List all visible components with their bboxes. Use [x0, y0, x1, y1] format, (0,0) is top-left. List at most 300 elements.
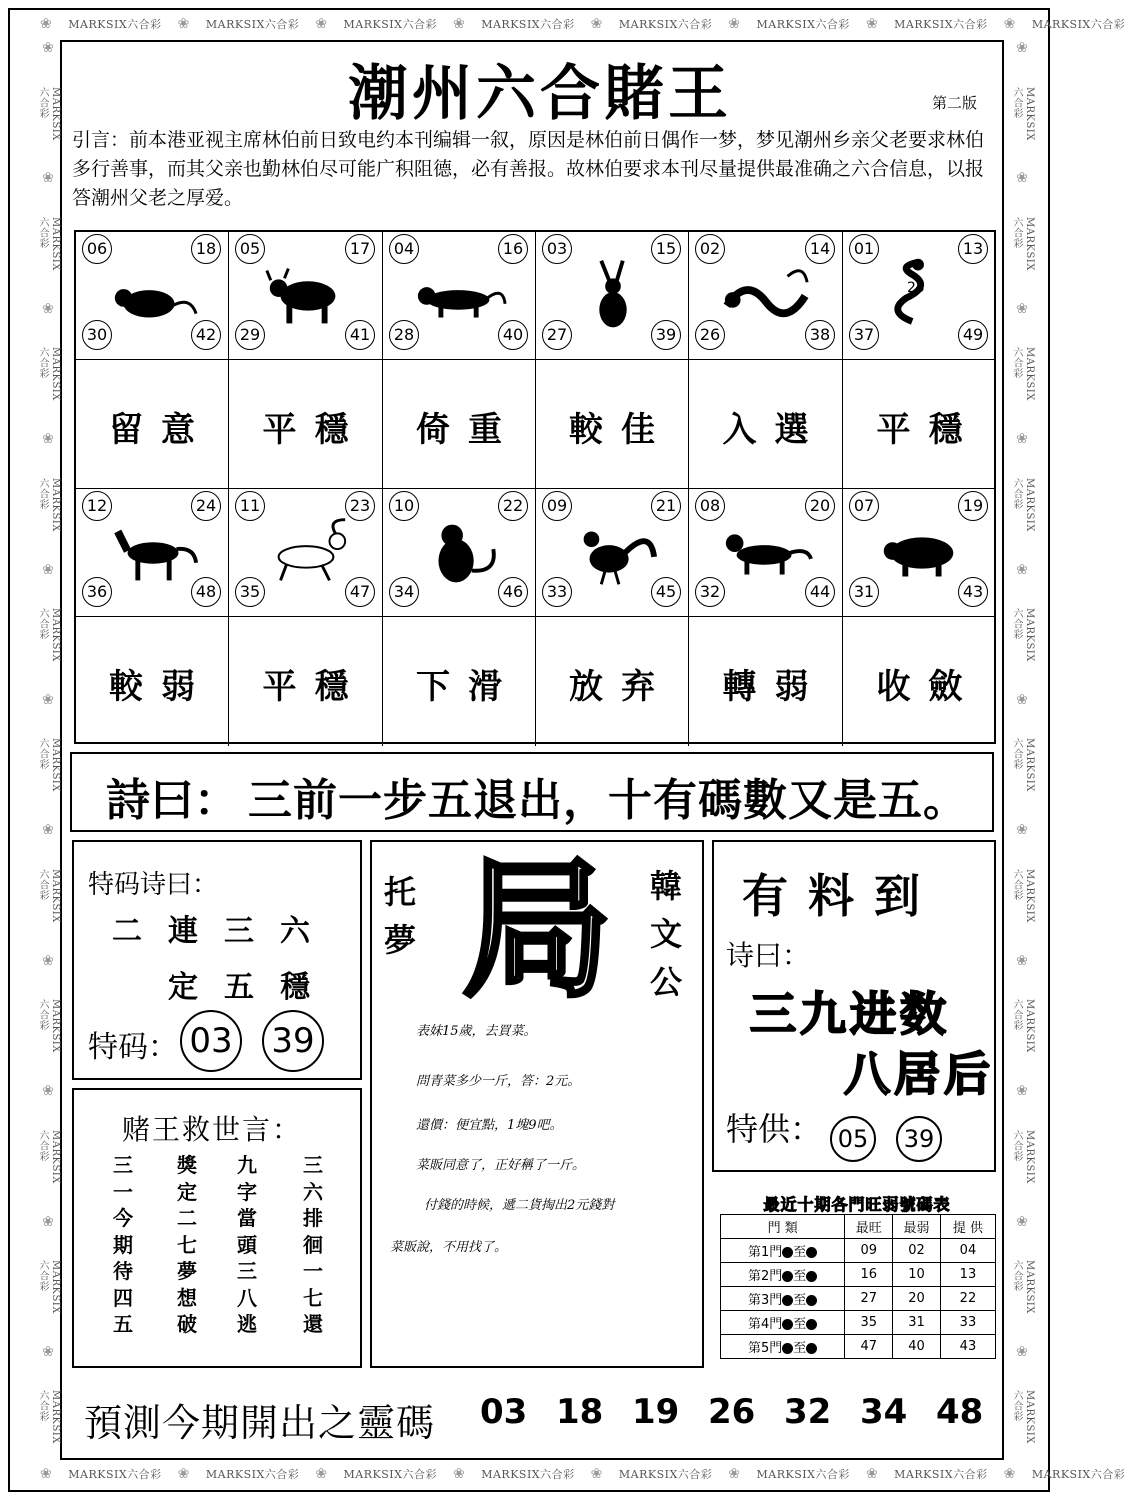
- door-supply: 04: [940, 1239, 995, 1263]
- door-cell: [721, 1239, 845, 1263]
- story-line: 問青菜多少一斤，答：2元。: [416, 1074, 581, 1089]
- saviour-character: 今: [113, 1206, 133, 1230]
- flower-icon: ❀: [1003, 1466, 1016, 1482]
- poem-label: 詩曰：: [106, 775, 238, 826]
- fortune-cell: [76, 617, 229, 746]
- flower-icon: ❀: [590, 1466, 603, 1482]
- zodiac-number: 30: [82, 320, 112, 350]
- watermark-text: MARKSIX六合彩: [894, 1468, 988, 1481]
- special-number: 39: [262, 1010, 324, 1072]
- zodiac-number: 35: [235, 577, 265, 607]
- watermark-text: MARKSIX六合彩: [1031, 18, 1126, 31]
- door-label: 第4門: [748, 1317, 783, 1332]
- flower-icon: ❀: [40, 1083, 56, 1100]
- dream-big-character: 局: [462, 842, 613, 1018]
- saviour-character: 待: [113, 1259, 133, 1283]
- flower-icon: ❀: [40, 170, 56, 187]
- watermark-top: [40, 16, 1141, 32]
- watermark-text: MARKSIX六合彩: [37, 738, 61, 793]
- watermark-text: MARKSIX六合彩: [618, 18, 713, 31]
- zodiac-number: 29: [235, 320, 265, 350]
- fortune-cell: [229, 617, 383, 746]
- fortune-word: 放弃: [569, 667, 673, 707]
- flower-icon: ❀: [315, 1466, 328, 1482]
- flower-icon: ❀: [865, 1466, 879, 1482]
- monkey-icon: [413, 513, 507, 591]
- saviour-character: 五: [113, 1312, 133, 1336]
- zodiac-number: 05: [235, 234, 265, 264]
- watermark-text: MARKSIX六合彩: [37, 347, 61, 402]
- saviour-character: 當: [237, 1206, 257, 1230]
- flower-icon: ❀: [1014, 1083, 1030, 1100]
- header-cell: 門 類: [721, 1215, 845, 1239]
- flower-icon: ❀: [1014, 561, 1030, 579]
- story-line: 菜販說，不用找了。: [390, 1240, 508, 1255]
- fortune-cell: [536, 360, 689, 489]
- saviour-column: [298, 1152, 328, 1338]
- saviour-character: 三: [237, 1259, 257, 1283]
- saviour-title: 赌王救世言：: [122, 1113, 303, 1146]
- zodiac-cell-dragon: [689, 232, 843, 360]
- flower-icon: ❀: [452, 1466, 466, 1482]
- saviour-column: [172, 1152, 202, 1338]
- saviour-character: 字: [237, 1179, 257, 1204]
- ball-icon: [782, 1343, 793, 1354]
- ball-icon: [782, 1247, 793, 1258]
- ball-icon: [806, 1271, 817, 1282]
- prediction-number: 03: [480, 1392, 528, 1432]
- flower-icon: ❀: [590, 16, 603, 32]
- watermark-text: MARKSIX六合彩: [1011, 608, 1035, 662]
- zodiac-number: 42: [191, 320, 221, 350]
- material-number: 05: [830, 1116, 876, 1162]
- saviour-character: 逃: [237, 1312, 257, 1336]
- door-supply: 13: [940, 1263, 995, 1287]
- door-label: 第5門: [748, 1341, 783, 1356]
- zodiac-number: 23: [345, 491, 375, 521]
- watermark-text: MARKSIX六合彩: [481, 1468, 575, 1481]
- flower-icon: ❀: [1014, 1213, 1030, 1231]
- door-min: 31: [893, 1311, 941, 1335]
- prediction-number: 32: [784, 1392, 832, 1432]
- door-min: 10: [893, 1263, 941, 1287]
- zodiac-extra-number: 25: [907, 280, 925, 296]
- dog-icon: [719, 513, 813, 591]
- special-code-box: [72, 840, 362, 1080]
- zodiac-cell-ox: [229, 232, 383, 360]
- zodiac-number: 34: [389, 577, 419, 607]
- zodiac-cell-snake: [843, 232, 996, 360]
- ball-icon: [806, 1295, 817, 1306]
- flower-icon: ❀: [1014, 40, 1030, 57]
- zodiac-number: 08: [695, 491, 725, 521]
- material-line-2: 八居后: [844, 1047, 994, 1101]
- table-row: [721, 1311, 996, 1335]
- intro-text: 引言：前本港亚视主席林伯前日致电约本刊编辑一叙，原因是林伯前日偶作一梦，梦见潮州乡亲父老要求林伯多行善事，而其父亲也勤林伯尽可能广积阻德，必有善报。故林伯要求本刊尽量提供最准确之六合信息，以报答潮州父老之厚爱。: [72, 129, 985, 209]
- zodiac-number: 22: [498, 491, 528, 521]
- door-cell: [721, 1311, 845, 1335]
- fortune-word: 平穩: [876, 410, 981, 450]
- watermark-text: MARKSIX六合彩: [37, 608, 61, 662]
- door-min: 40: [893, 1335, 941, 1359]
- zodiac-number: 09: [542, 491, 572, 521]
- fortune-cell: [689, 617, 843, 746]
- prediction-numbers: [480, 1392, 1012, 1432]
- watermark-text: MARKSIX六合彩: [1011, 347, 1035, 402]
- watermark-text: MARKSIX六合彩: [37, 999, 61, 1054]
- story-line: 表妹15歲，去買菜。: [416, 1024, 537, 1039]
- fortune-word: 平穩: [262, 410, 367, 450]
- zodiac-number: 07: [849, 491, 879, 521]
- table-row: [721, 1335, 996, 1359]
- flower-icon: ❀: [40, 1213, 56, 1231]
- prediction-number: 34: [860, 1392, 908, 1432]
- zodiac-number: 02: [695, 234, 725, 264]
- zodiac-number: 48: [191, 577, 221, 607]
- material-box: [712, 840, 996, 1172]
- saviour-character: 七: [177, 1232, 197, 1257]
- fortune-cell: [229, 360, 383, 489]
- zodiac-number: 11: [235, 491, 265, 521]
- fortune-cell: [843, 360, 996, 489]
- prediction-number: 19: [632, 1392, 680, 1432]
- door-range: 至: [793, 1317, 807, 1332]
- watermark-left: [37, 40, 61, 1460]
- fortune-cell: [689, 360, 843, 489]
- rabbit-icon: [566, 256, 660, 334]
- door-range: 至: [793, 1245, 807, 1260]
- flower-icon: ❀: [1014, 431, 1030, 448]
- fortune-word: 倚重: [416, 410, 520, 450]
- door-max: 16: [845, 1263, 893, 1287]
- watermark-text: MARKSIX六合彩: [1011, 868, 1035, 923]
- door-label: 第3門: [748, 1293, 783, 1308]
- watermark-text: MARKSIX六合彩: [618, 1468, 713, 1481]
- watermark-right: [1011, 40, 1035, 1460]
- watermark-text: MARKSIX六合彩: [37, 1260, 61, 1314]
- zodiac-cell-dog: [689, 489, 843, 617]
- zodiac-number: 38: [805, 320, 835, 350]
- fortune-cell: [843, 617, 996, 746]
- zodiac-number: 13: [958, 234, 988, 264]
- watermark-text: MARKSIX六合彩: [37, 86, 61, 141]
- watermark-text: MARKSIX六合彩: [37, 477, 61, 532]
- fortune-word: 較佳: [569, 410, 673, 450]
- saviour-character: 一: [113, 1179, 133, 1204]
- watermark-text: MARKSIX六合彩: [1011, 1260, 1035, 1314]
- zodiac-number: 40: [498, 320, 528, 350]
- zodiac-number: 28: [389, 320, 419, 350]
- header-cell: 提 供: [940, 1215, 995, 1239]
- zodiac-cell-pig: [843, 489, 996, 617]
- zodiac-number: 27: [542, 320, 572, 350]
- dream-right-label: 韓 文 公: [649, 867, 682, 1001]
- fortune-word: 留意: [109, 410, 213, 450]
- door-supply: 43: [940, 1335, 995, 1359]
- poem-banner: [70, 752, 994, 832]
- watermark-text: MARKSIX六合彩: [37, 1129, 61, 1184]
- door-table-title: 最近十期各門旺弱號碼表: [763, 1195, 951, 1214]
- zodiac-number: 26: [695, 320, 725, 350]
- story-line: 還價：便宜點，1塊9吧。: [416, 1118, 563, 1133]
- watermark-text: MARKSIX六合彩: [1011, 738, 1035, 793]
- flower-icon: ❀: [315, 16, 328, 32]
- saviour-character: 一: [303, 1259, 323, 1283]
- zodiac-number: 20: [805, 491, 835, 521]
- door-supply: 22: [940, 1287, 995, 1311]
- fortune-cell: [76, 360, 229, 489]
- zodiac-cell-goat: [229, 489, 383, 617]
- edition-label: 第二版: [932, 94, 978, 112]
- door-range: 至: [793, 1269, 807, 1284]
- zodiac-number: 33: [542, 577, 572, 607]
- door-label: 第1門: [748, 1245, 783, 1260]
- prediction-number: 18: [556, 1392, 604, 1432]
- saviour-character: 定: [177, 1179, 197, 1204]
- door-range: 至: [793, 1341, 807, 1356]
- flower-icon: ❀: [40, 691, 56, 709]
- saviour-character: 排: [303, 1206, 323, 1230]
- flower-icon: ❀: [1014, 1343, 1030, 1361]
- watermark-text: MARKSIX六合彩: [756, 1468, 850, 1481]
- goat-icon: [259, 513, 353, 591]
- zodiac-number: 32: [695, 577, 725, 607]
- door-range: 至: [793, 1293, 807, 1308]
- watermark-text: MARKSIX六合彩: [1011, 216, 1035, 271]
- zodiac-number: 14: [805, 234, 835, 264]
- special-number: 03: [180, 1010, 242, 1072]
- ball-icon: [782, 1319, 793, 1330]
- prediction-label: 預測今期開出之靈碼: [84, 1401, 436, 1445]
- flower-icon: ❀: [40, 1466, 53, 1482]
- zodiac-number: 12: [82, 491, 112, 521]
- watermark-text: MARKSIX六合彩: [37, 1390, 61, 1445]
- rat-icon: [106, 256, 200, 334]
- special-code-label: 特码：: [88, 1030, 178, 1065]
- table-row: [721, 1263, 996, 1287]
- ball-icon: [806, 1247, 817, 1258]
- dream-box: [370, 840, 704, 1368]
- header-cell: 最弱: [893, 1215, 941, 1239]
- saviour-column: [108, 1152, 138, 1338]
- watermark-text: MARKSIX六合彩: [1011, 999, 1035, 1054]
- fortune-word: 收斂: [876, 667, 981, 707]
- material-number: 39: [896, 1116, 942, 1162]
- door-max: 35: [845, 1311, 893, 1335]
- saviour-character: 六: [303, 1179, 323, 1204]
- flower-icon: ❀: [40, 300, 56, 318]
- header-cell: 最旺: [845, 1215, 893, 1239]
- flower-icon: ❀: [1014, 170, 1030, 187]
- zodiac-number: 21: [651, 491, 681, 521]
- ox-icon: [259, 256, 353, 334]
- flower-icon: ❀: [40, 1343, 56, 1361]
- material-line-1: 三九进数: [750, 987, 950, 1041]
- zodiac-grid: [74, 230, 996, 744]
- zodiac-number: 01: [849, 234, 879, 264]
- ball-icon: [782, 1295, 793, 1306]
- saviour-character: 想: [177, 1285, 197, 1310]
- material-supply-label: 特供：: [726, 1110, 823, 1148]
- poem-text: 三前一步五退出，十有碼數又是五。: [248, 775, 968, 826]
- watermark-text: MARKSIX六合彩: [1011, 477, 1035, 532]
- door-max: 27: [845, 1287, 893, 1311]
- watermark-text: MARKSIX六合彩: [1011, 86, 1035, 141]
- zodiac-number: 45: [651, 577, 681, 607]
- zodiac-cell-rabbit: [536, 232, 689, 360]
- zodiac-number: 39: [651, 320, 681, 350]
- flower-icon: ❀: [1014, 691, 1030, 709]
- door-supply: 33: [940, 1311, 995, 1335]
- watermark-text: MARKSIX六合彩: [1011, 1390, 1035, 1445]
- zodiac-cell-monkey: [383, 489, 536, 617]
- prediction-number: 48: [936, 1392, 984, 1432]
- saviour-character: 二: [177, 1206, 197, 1230]
- zodiac-number: 10: [389, 491, 419, 521]
- watermark-text: MARKSIX六合彩: [68, 1468, 162, 1481]
- zodiac-cell-horse: [76, 489, 229, 617]
- saviour-box: [72, 1088, 362, 1368]
- page-title: 潮州六合賭王: [348, 59, 732, 129]
- flower-icon: ❀: [452, 16, 466, 32]
- story-line: 付錢的時候，遞二貨掏出2元錢對: [424, 1198, 615, 1213]
- zodiac-number: 44: [805, 577, 835, 607]
- zodiac-number: 03: [542, 234, 572, 264]
- watermark-text: MARKSIX六合彩: [756, 18, 850, 31]
- special-code-title: 特码诗曰：: [88, 870, 219, 900]
- flower-icon: ❀: [40, 16, 53, 32]
- flower-icon: ❀: [1014, 822, 1030, 839]
- table-row: [721, 1287, 996, 1311]
- saviour-character: 獎: [177, 1153, 197, 1177]
- zodiac-number: 19: [958, 491, 988, 521]
- door-cell: [721, 1335, 845, 1359]
- flower-icon: ❀: [1014, 300, 1030, 318]
- flower-icon: ❀: [1003, 16, 1016, 32]
- watermark-text: MARKSIX六合彩: [1011, 1129, 1035, 1184]
- rooster-icon: [566, 513, 660, 591]
- zodiac-number: 17: [345, 234, 375, 264]
- tiger-icon: [413, 256, 507, 334]
- horse-icon: [106, 513, 200, 591]
- watermark-text: MARKSIX六合彩: [481, 18, 575, 31]
- fortune-cell: [536, 617, 689, 746]
- table-row: [721, 1239, 996, 1263]
- special-line-1: 二連三六: [112, 914, 336, 949]
- zodiac-cell-rat: [76, 232, 229, 360]
- saviour-character: 破: [177, 1312, 197, 1336]
- flower-icon: ❀: [177, 1466, 190, 1482]
- flower-icon: ❀: [40, 822, 56, 839]
- door-min: 20: [893, 1287, 941, 1311]
- saviour-character: 期: [113, 1232, 133, 1257]
- saviour-character: 夢: [177, 1259, 197, 1283]
- zodiac-number: 15: [651, 234, 681, 264]
- ball-icon: [806, 1319, 817, 1330]
- saviour-character: 七: [303, 1285, 323, 1310]
- fortune-word: 下滑: [416, 667, 520, 707]
- flower-icon: ❀: [1014, 952, 1030, 970]
- zodiac-number: 43: [958, 577, 988, 607]
- zodiac-number: 31: [849, 577, 879, 607]
- zodiac-number: 24: [191, 491, 221, 521]
- fortune-word: 較弱: [109, 667, 213, 707]
- saviour-column: [232, 1152, 262, 1338]
- door-max: 47: [845, 1335, 893, 1359]
- flower-icon: ❀: [40, 40, 56, 57]
- saviour-character: 三: [303, 1153, 323, 1177]
- material-poem-label: 诗曰：: [726, 939, 811, 972]
- material-title: 有料到: [742, 869, 940, 923]
- zodiac-number: 49: [958, 320, 988, 350]
- saviour-character: 徊: [303, 1232, 323, 1257]
- watermark-text: MARKSIX六合彩: [37, 868, 61, 923]
- flower-icon: ❀: [40, 952, 56, 970]
- zodiac-number: 37: [849, 320, 879, 350]
- fortune-word: 平穩: [262, 667, 367, 707]
- fortune-word: 轉弱: [722, 667, 827, 707]
- zodiac-number: 18: [191, 234, 221, 264]
- dream-left-label: 托 夢: [383, 873, 416, 959]
- fortune-cell: [383, 360, 536, 489]
- ball-icon: [782, 1271, 793, 1282]
- prediction-number: 26: [708, 1392, 756, 1432]
- pig-icon: [873, 513, 967, 591]
- watermark-text: MARKSIX六合彩: [343, 18, 437, 31]
- ball-icon: [806, 1343, 817, 1354]
- saviour-character: 四: [113, 1285, 133, 1310]
- special-line-2: 定五穩: [168, 970, 336, 1005]
- door-cell: [721, 1263, 845, 1287]
- watermark-text: MARKSIX六合彩: [205, 18, 300, 31]
- watermark-text: MARKSIX六合彩: [37, 216, 61, 271]
- zodiac-number: 46: [498, 577, 528, 607]
- door-table: [720, 1214, 996, 1359]
- watermark-text: MARKSIX六合彩: [68, 18, 162, 31]
- flower-icon: ❀: [40, 431, 56, 448]
- dragon-icon: [719, 256, 813, 334]
- saviour-character: 九: [237, 1153, 257, 1177]
- saviour-character: 頭: [237, 1232, 257, 1257]
- zodiac-cell-rooster: [536, 489, 689, 617]
- flower-icon: ❀: [865, 16, 879, 32]
- flower-icon: ❀: [728, 1466, 741, 1482]
- zodiac-number: 16: [498, 234, 528, 264]
- zodiac-number: 41: [345, 320, 375, 350]
- zodiac-number: 36: [82, 577, 112, 607]
- watermark-text: MARKSIX六合彩: [1031, 1468, 1126, 1481]
- watermark-text: MARKSIX六合彩: [205, 1468, 300, 1481]
- flower-icon: ❀: [40, 561, 56, 579]
- saviour-character: 還: [303, 1312, 323, 1336]
- watermark-bottom: [40, 1466, 1141, 1482]
- watermark-text: MARKSIX六合彩: [343, 1468, 437, 1481]
- fortune-cell: [383, 617, 536, 746]
- door-label: 第2門: [748, 1269, 783, 1284]
- flower-icon: ❀: [177, 16, 190, 32]
- door-table-header: [721, 1215, 996, 1239]
- saviour-character: 三: [113, 1153, 133, 1177]
- watermark-text: MARKSIX六合彩: [894, 18, 988, 31]
- zodiac-number: 04: [389, 234, 419, 264]
- flower-icon: ❀: [728, 16, 741, 32]
- zodiac-number: 06: [82, 234, 112, 264]
- door-max: 09: [845, 1239, 893, 1263]
- zodiac-number: 47: [345, 577, 375, 607]
- door-min: 02: [893, 1239, 941, 1263]
- door-cell: [721, 1287, 845, 1311]
- zodiac-cell-tiger: [383, 232, 536, 360]
